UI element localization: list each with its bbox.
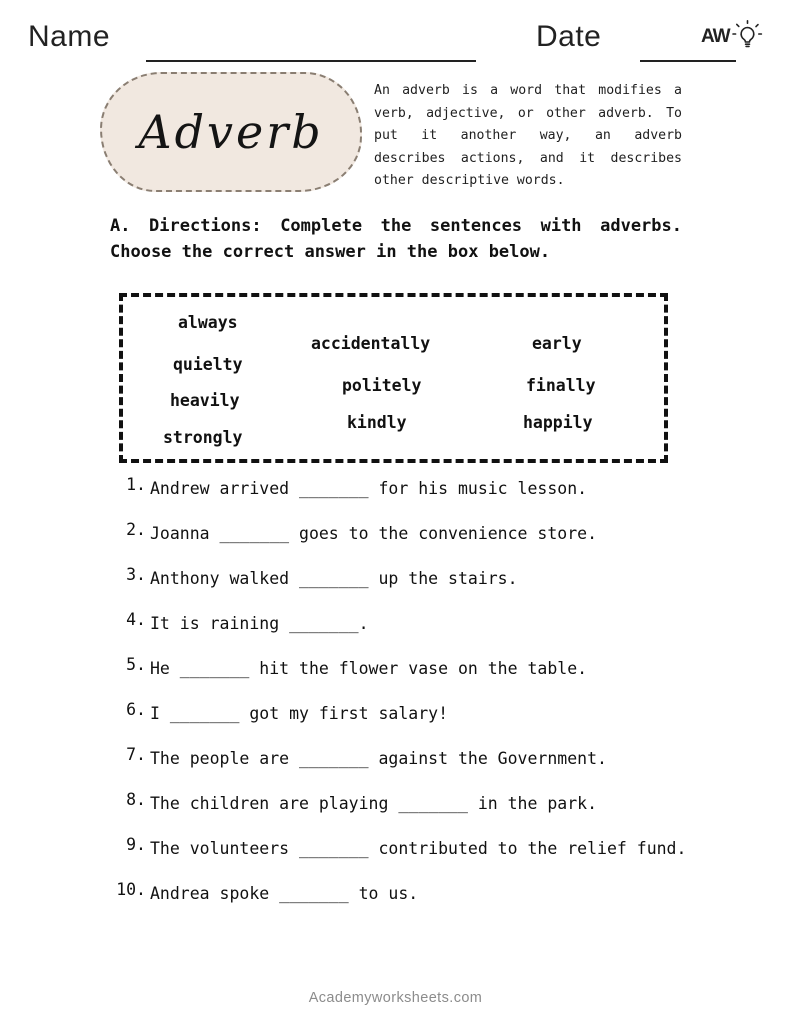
site-logo	[701, 18, 763, 60]
question-row	[112, 562, 690, 596]
question-number: 1.	[126, 475, 146, 494]
question-row	[112, 607, 690, 641]
worksheet-header	[28, 18, 763, 64]
questions-list	[112, 472, 690, 922]
logo-text: AW	[701, 26, 730, 47]
title-badge	[100, 72, 362, 192]
question-row	[112, 742, 690, 776]
question-number: 10.	[116, 880, 146, 899]
name-label: Name	[28, 20, 111, 53]
question-number: 5.	[126, 655, 146, 674]
question-number: 8.	[126, 790, 146, 809]
question-text: Joanna _______ goes to the convenience store.	[150, 524, 598, 543]
question-text: The children are playing _______ in the park.	[150, 794, 598, 813]
question-text: It is raining _______.	[150, 614, 369, 633]
question-row	[112, 877, 690, 911]
question-row	[112, 787, 690, 821]
date-label: Date	[536, 20, 602, 53]
question-number: 7.	[126, 745, 146, 764]
word-bank-item: kindly	[347, 413, 407, 432]
question-number: 4.	[126, 610, 146, 629]
question-number: 6.	[126, 700, 146, 719]
question-row	[112, 517, 690, 551]
word-bank-item: quielty	[173, 355, 243, 374]
word-bank-item: early	[532, 334, 582, 353]
question-row	[112, 652, 690, 686]
question-number: 3.	[126, 565, 146, 584]
question-text: The volunteers _______ contributed to the relief fund.	[150, 839, 687, 858]
question-number: 2.	[126, 520, 146, 539]
word-bank-item: strongly	[163, 428, 243, 447]
date-blank-line	[640, 60, 736, 62]
directions-text: A. Directions: Complete the sentences with adverbs. Choose the correct answer in the box below.	[110, 216, 682, 262]
word-bank-item: finally	[526, 376, 596, 395]
question-text: Andrew arrived _______ for his music lesson.	[150, 479, 588, 498]
question-row	[112, 472, 690, 506]
question-row	[112, 697, 690, 731]
word-bank-item: politely	[342, 376, 422, 395]
name-blank-line	[146, 60, 476, 62]
question-text: He _______ hit the flower vase on the table.	[150, 659, 588, 678]
word-bank-item: heavily	[170, 391, 240, 410]
lightbulb-icon	[729, 20, 763, 58]
footer-credit: Academyworksheets.com	[308, 990, 483, 1006]
page-title: Adverb	[138, 105, 324, 159]
question-text: Anthony walked _______ up the stairs.	[150, 569, 518, 588]
question-number: 9.	[126, 835, 146, 854]
question-row	[112, 832, 690, 866]
definition-text: An adverb is a word that modifies a verb, adjective, or other adverb. To put it another way, an adverb describes actions, and it describes other descriptive words.	[374, 83, 682, 189]
word-bank-box	[119, 293, 668, 463]
word-bank-item: happily	[523, 413, 593, 432]
word-bank-item: always	[178, 313, 238, 332]
question-text: The people are _______ against the Government.	[150, 749, 607, 768]
word-bank-grid	[123, 297, 664, 459]
word-bank-item: accidentally	[311, 334, 431, 353]
question-text: I _______ got my first salary!	[150, 704, 449, 723]
question-text: Andrea spoke _______ to us.	[150, 884, 419, 903]
